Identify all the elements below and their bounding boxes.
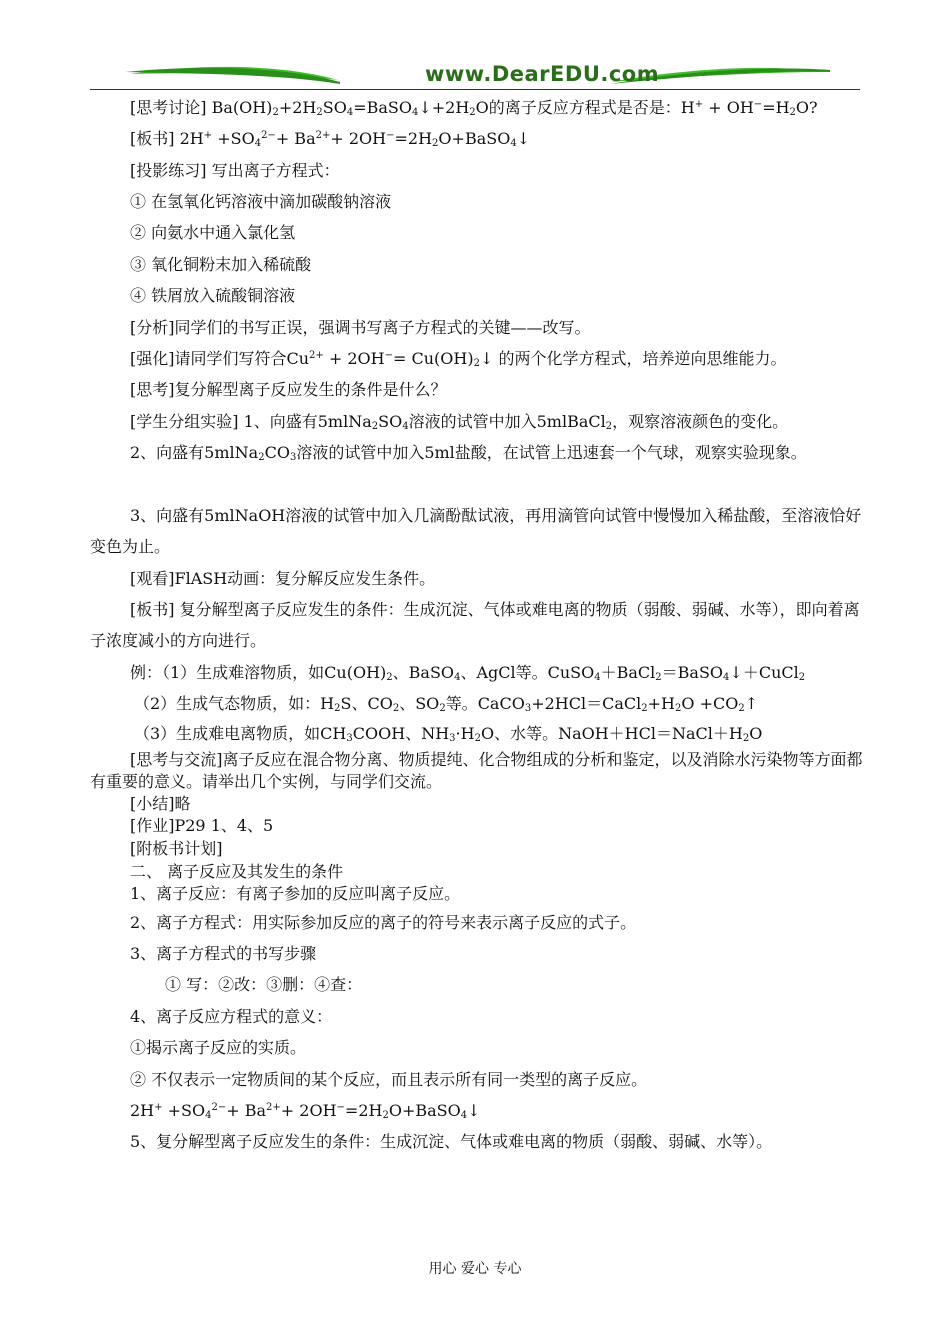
discussion-line: [思考讨论] $Ba(OH)_2+2H_2SO_4=BaSO_4↓+2H_2O$的离子反应方程式是否是：$H^+ + OH^-=H_2O$? xyxy=(130,98,818,118)
page-footer: 用心 爱心 专心 xyxy=(428,1261,522,1277)
exercise-item-3: ③ 氧化铜粉末加入稀硫酸 xyxy=(130,255,312,274)
exercise-item-1: ① 在氢氧化钙溶液中滴加碳酸钠溶液 xyxy=(130,192,392,211)
exercise-item-2: ② 向氨水中通入氯化氢 xyxy=(130,223,296,242)
plan-item-1: 1、离子反应：有离子参加的反应叫离子反应。 xyxy=(130,884,461,903)
exercise-item-4: ④ 铁屑放入硫酸铜溶液 xyxy=(130,286,296,305)
analysis-line: [分析]同学们的书写正误，强调书写离子方程式的关键——改写。 xyxy=(130,318,591,337)
example-3: （3）生成难电离物质，如$CH_3COOH$、$NH_3\cdot H_2O$、水等。$NaOH+HCl=NaCl+H_2O$ xyxy=(134,724,763,744)
plan-item-2: 2、离子方程式：用实际参加反应的离子的符号来表示离子反应的式子。 xyxy=(130,913,637,932)
site-url: www.DearEDU.com xyxy=(425,62,660,86)
watch-line: [观看]FlASH动画：复分解反应发生条件。 xyxy=(130,569,436,588)
plan-item-5: 5、复分解型离子反应发生的条件：生成沉淀、气体或难电离的物质（弱酸、弱碱、水等）。 xyxy=(130,1132,773,1151)
header-rule xyxy=(90,89,860,90)
experiment-line-3: 3、向盛有5mlNaOH溶液的试管中加入几滴酚酞试液，再用滴管向试管中慢慢加入稀盐酸，至溶液恰好变色为止。 xyxy=(90,506,862,556)
plan-item-4: 4、离子反应方程式的意义： xyxy=(130,1007,333,1026)
experiment-line-2: 2、向盛有$5mlNa_2CO_3$溶液的试管中加入5ml盐酸，在试管上迅速套一个气球，观察实验现象。 xyxy=(130,443,807,463)
board-plan-line: [附板书计划] xyxy=(130,839,223,858)
board-condition-line: [板书] 复分解型离子反应发生的条件：生成沉淀、气体或难电离的物质（弱酸、弱碱、水等），即向着离子浓度减小的方向进行。 xyxy=(90,600,860,650)
meaning-item-2: ② 不仅表示一定物质间的某个反应，而且表示所有同一类型的离子反应。 xyxy=(130,1070,648,1089)
example-1: 例：（1）生成难溶物质，如$Cu(OH)_2$、BaSO$_4$、AgCl等。CuSO$_4$＋BaCl$_2$＝BaSO$_4$↓＋CuCl$_2$ xyxy=(130,663,806,683)
plan-item-3: 3、离子方程式的书写步骤 xyxy=(130,944,317,963)
section-heading: 二、 离子反应及其发生的条件 xyxy=(130,862,344,881)
exercise-title: [投影练习] 写出离子方程式： xyxy=(130,161,340,180)
meaning-item-1: ①揭示离子反应的实质。 xyxy=(130,1038,307,1057)
board-equation-line: [板书] $2H^+ +SO_4^{2-}+ Ba^{2+}+$ $2OH^-=2H_2O+BaSO_4↓$ xyxy=(130,129,531,149)
homework-line: [作业]P29 1、4、5 xyxy=(130,816,274,835)
site-header xyxy=(90,60,860,90)
plan-equation: $2H^+ +SO_4^{2-}+ Ba^{2+}+$ $2OH^-=2H_2O+BaSO_4↓$ xyxy=(130,1101,481,1121)
example-2: （2）生成气态物质，如：$H_2S$、$CO_2$、$SO_2$等。$CaCO_3+2HCl=CaCl_2+H_2O$ $+CO_2↑$ xyxy=(134,694,759,714)
experiment-line-1: [学生分组实验] 1、向盛有$5mlNa_2SO_4$溶液的试管中加入5mlBaCl$_2$，观察溶液颜色的变化。 xyxy=(130,412,789,432)
exchange-line: [思考与交流]离子反应在混合物分离、物质提纯、化合物组成的分析和鉴定，以及消除水污染物等方面都有重要的意义。请举出几个实例，与同学们交流。 xyxy=(90,750,863,791)
reinforce-line: [强化]请同学们写符合$Cu^{2+} + 2OH^-=$ $Cu(OH)_2↓$ 的两个化学方程式，培养逆向思维能力。 xyxy=(130,349,787,369)
think-line: [思考]复分解型离子反应发生的条件是什么？ xyxy=(130,380,447,399)
plan-steps: ① 写：②改：③删：④查： xyxy=(165,975,363,994)
summary-line: [小结]略 xyxy=(130,794,191,813)
